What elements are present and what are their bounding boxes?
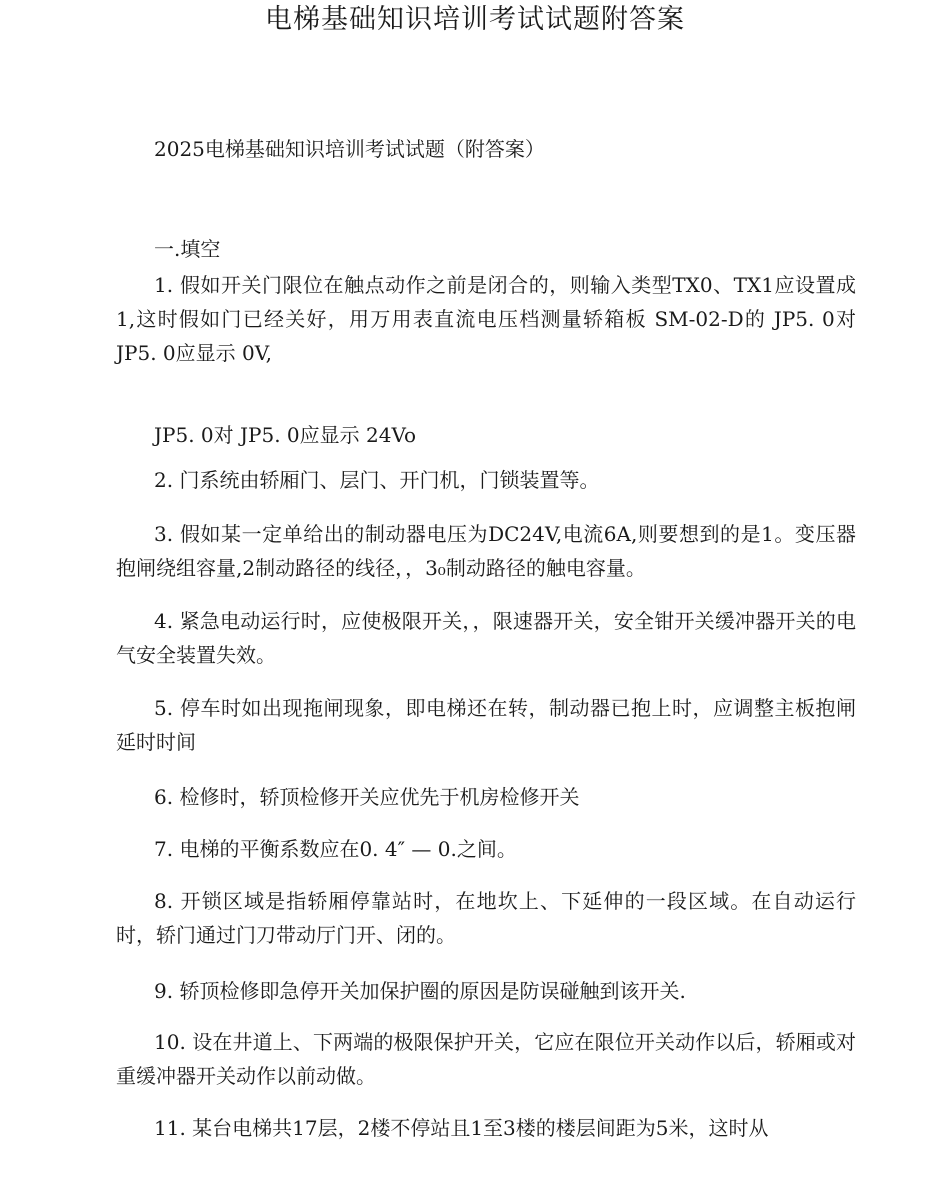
exam-subtitle: 2025电梯基础知识培训考试试题（附答案） [154,137,545,161]
question-paragraph: 7. 电梯的平衡系数应在0. 4″ — 0.之间。 [154,837,517,861]
document-title: 电梯基础知识培训考试试题附答案 [265,4,685,35]
question-paragraph: 1. 假如开关门限位在触点动作之前是闭合的，则输入类型TX0、TX1应设置成1,这时假如门已经关好，用万用表直流电压档测量轿箱板 SM-02-D的 JP5. 0对 JP5. 0应显示 0V, [116,273,856,365]
question-paragraph: 10. 设在井道上、下两端的极限保护开关，它应在限位开关动作以后，轿厢或对重缓冲器开关动作以前动做。 [116,1030,856,1088]
question-paragraph: 11. 某台电梯共17层，2楼不停站且1至3楼的楼层间距为5米，这时从 [154,1116,769,1140]
question-paragraph: JP5. 0对 JP5. 0应显示 24Vo [154,423,417,447]
question-paragraph: 4. 紧急电动运行时，应使极限开关，，限速器开关，安全钳开关缓冲器开关的电气安全装置失效。 [116,609,856,667]
question-paragraph: 3. 假如某一定单给出的制动器电压为DC24V,电流6A,则要想到的是1。变压器抱闸绕组容量,2制动路径的线径，，3₀制动路径的触电容量。 [116,522,856,580]
question-paragraph: 9. 轿顶检修即急停开关加保护圈的原因是防误碰触到该开关. [154,979,686,1003]
question-paragraph: 6. 检修时，轿顶检修开关应优先于机房检修开关 [154,785,580,809]
section-heading-fill-in: 一.填空 [154,237,221,261]
question-paragraph: 2. 门系统由轿厢门、层门、开门机，门锁装置等。 [154,468,600,492]
question-paragraph: 8. 开锁区域是指轿厢停靠站时，在地坎上、下延伸的一段区域。在自动运行时，轿门通过门刀带动厅门开、闭的。 [116,889,856,947]
question-paragraph: 5. 停车时如出现拖闸现象，即电梯还在转，制动器已抱上时，应调整主板抱闸延时时间 [116,696,856,754]
